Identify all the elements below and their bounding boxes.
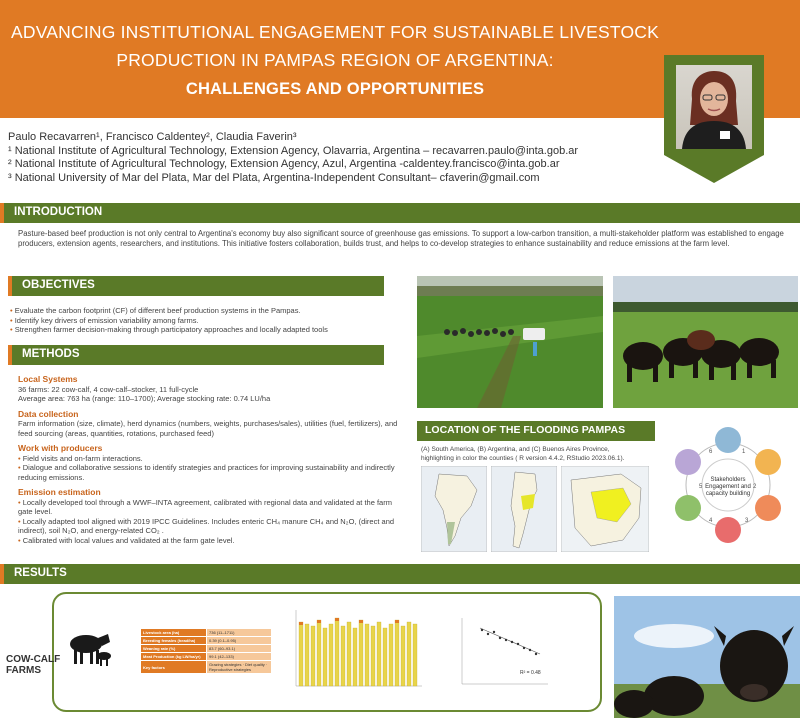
title-line-1: ADVANCING INSTITUTIONAL ENGAGEMENT FOR SUSTAINABLE LIVESTOCK [11, 22, 659, 42]
location-caption-line: highlighting in color the counties ( R version 4.4.2, RStudio 2023.06.1). [421, 454, 625, 462]
wheel-number: 2 [753, 484, 757, 490]
local-systems-line: 36 farms: 22 cow-calf, 4 cow-calf–stocker, 11 full-cycle [18, 384, 199, 394]
table-row [141, 661, 272, 674]
table-cell-value: 736 (11–1711) [207, 629, 272, 637]
wheel-number: 4 [709, 518, 713, 524]
wheel-number: 3 [745, 518, 749, 524]
introduction-body: Pasture-based beef production is not only central to Argentina's economy buy also significant source of greenhouse gas emissions. To support a low-carbon transition, a multi-stakeholder platform was established to engage producers, extension agents, researchers, and institutions. This initiative fosters collaboration, builds trust, and helps to co-develop strategies to enhance sustainability and reduce emissions at the farm level. [18, 229, 784, 248]
objectives-list [10, 306, 400, 335]
table-row [141, 629, 272, 637]
stakeholders-diagram [661, 418, 795, 552]
table-cell-key: Livestock area (ha) [141, 629, 207, 637]
location-caption-line: (A) South America, (B) Argentina, and (C) Buenos Aires Province, [421, 446, 610, 453]
results-heading: RESULTS [0, 564, 800, 584]
affiliation-2: ² National Institute of Agricultural Technology, Extension Agency, Azul, Argentina -caldentey.francisco@inta.gob.ar [8, 158, 560, 170]
table-cell-value: 0.39 (0.1–0.95) [207, 637, 272, 645]
table-row [141, 645, 272, 653]
table-cell-value: 83.7 (60–93.1) [207, 645, 272, 653]
scatter-plot-image [452, 614, 552, 698]
title-line-2: PRODUCTION IN PAMPAS REGION OF ARGENTINA: [116, 50, 554, 70]
data-collection-line: Farm information (size, climate), herd dynamics (numbers, weights, purchases/sales), utilities (fuel, fertilizers), and feed sourcing (areas, quantities, rotations, purchased feed) [18, 419, 398, 438]
objective-item: • Strengthen farmer decision-making through participatory approaches and locally adapted tools [10, 325, 400, 335]
wheel-number: 5 [699, 484, 703, 490]
affiliation-3: ³ National University of Mar del Plata, Mar del Plata, Argentina-Independent Consultant– cfaverin@gmail.com [8, 171, 540, 184]
field-meeting-photo [417, 276, 603, 408]
objective-item: • Evaluate the carbon footprint (CF) of different beef production systems in the Pampas. [10, 306, 400, 316]
cow-calf-label [6, 654, 60, 676]
methods-heading: METHODS [8, 345, 384, 365]
results-table [140, 628, 272, 674]
person-icon [676, 65, 752, 149]
r2-label: R² = 0.48 [520, 670, 541, 676]
cattle-photo [613, 276, 798, 408]
objectives-heading: OBJECTIVES [8, 276, 384, 296]
map-south-america [421, 466, 487, 552]
emission-line: • Locally developed tool through a WWF–INTA agreement, calibrated with regional data and validated at the farm gate level. [18, 498, 398, 517]
stakeholders-center-line-3: capacity building [705, 491, 751, 497]
work-producers-line: • Field visits and on-farm interactions. [18, 454, 398, 464]
introduction-heading: INTRODUCTION [0, 203, 800, 223]
cattle-closeup-photo [614, 596, 800, 718]
table-row [141, 637, 272, 645]
location-heading: LOCATION OF THE FLOODING PAMPAS [417, 421, 655, 441]
map-buenos-aires [561, 466, 649, 552]
carbon-footprint-bar-chart [286, 606, 426, 706]
emission-title: Emission estimation [18, 487, 101, 497]
wheel-number: 1 [742, 449, 746, 455]
cow-calf-silhouette [64, 628, 114, 670]
bar-chart-image [286, 606, 426, 706]
table-cell-key: Meat Production (kg LW/ha/yr) [141, 653, 207, 661]
local-systems-title: Local Systems [18, 374, 78, 384]
author-names: Paulo Recavarren¹, Francisco Caldentey², Claudia Faverin³ [8, 131, 297, 143]
table-cell-key: Weaning rate (%) [141, 645, 207, 653]
title-line-3: CHALLENGES AND OPPORTUNITIES [185, 80, 485, 98]
table-cell-value: Grazing strategies · Diet quality · Reproductive strategies [207, 661, 272, 674]
table-cell-key: Key factors [141, 661, 207, 674]
data-collection-title: Data collection [18, 408, 79, 419]
objective-item: • Identify key drivers of emission variability among farms. [10, 316, 400, 326]
location-caption [421, 446, 661, 463]
cattle-closeup-image [614, 596, 800, 718]
work-producers-title: Work with producers [18, 443, 103, 453]
portrait-photo [676, 65, 752, 149]
authors-block [8, 131, 578, 185]
local-systems-line: Average area: 763 ha (range: 110–1700); Average stocking rate: 0.74 LU/ha [18, 394, 271, 403]
stakeholders-wheel [661, 418, 795, 552]
cattle-image [613, 276, 798, 408]
stakeholders-center-line-1: Stakeholders [710, 477, 746, 483]
cow-calf-icon [64, 628, 114, 670]
map-buenos-aires-image [561, 466, 649, 552]
work-producers-line: • Dialogue and collaborative sessions to identify strategies and practices for improving sustainability and indirectly reducing emissions. [18, 463, 398, 482]
table-cell-value: 99.1 (42–133) [207, 653, 272, 661]
table-cell-key: Breeding females (head/ha) [141, 637, 207, 645]
emission-line: • Locally adapted tool aligned with 2019 IPCC Guidelines. Includes enteric CH₄ manure CH₄ and N₂O, (direct and indirect), soil N₂O, and energy-related CO₂ . [18, 517, 398, 536]
author-portrait [664, 55, 764, 183]
field-meeting-image [417, 276, 603, 408]
map-south-america-image [421, 466, 487, 552]
stakeholders-center-line-2: Engagement and [705, 484, 751, 490]
affiliation-1: ¹ National Institute of Agricultural Technology, Extension Agency, Olavarria, Argentina – recavarren.paulo@inta.gob.ar [8, 144, 579, 157]
cow-calf-label-line-2: FARMS [6, 665, 41, 676]
cow-calf-label-line-1: COW-CALF [6, 654, 61, 665]
map-argentina-image [491, 466, 557, 552]
efficiency-scatter-plot [452, 614, 552, 698]
map-argentina [491, 466, 557, 552]
table-row [141, 653, 272, 661]
methods-body [18, 375, 398, 545]
emission-line: • Calibrated with local values and validated at the farm gate level. [18, 536, 398, 546]
wheel-number: 6 [709, 449, 713, 455]
